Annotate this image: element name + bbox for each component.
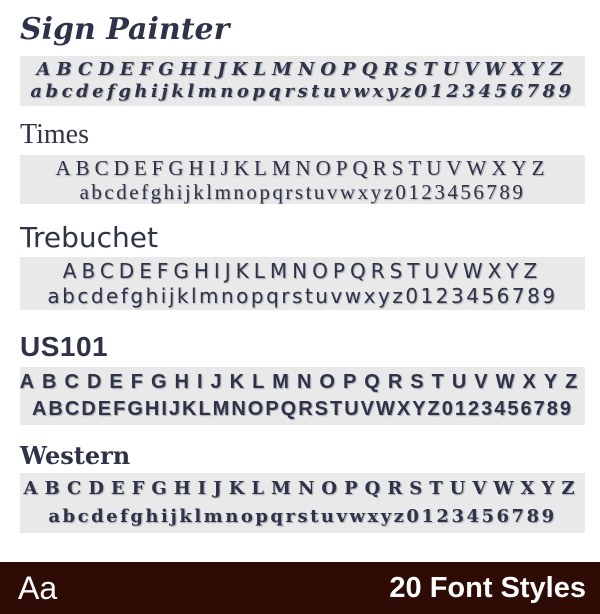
font-section-trebuchet bbox=[20, 223, 585, 310]
font-sample-box bbox=[20, 155, 585, 204]
lowercase-sample: abcdefghijklmnopqrstuvwxyz0123456789 bbox=[48, 506, 557, 527]
font-name-heading: Times bbox=[20, 119, 90, 150]
uppercase-sample: ABCDEFGHIJKLMNOPQRSTUVWXYZ bbox=[36, 59, 569, 80]
font-preview-aa: Aa bbox=[18, 570, 58, 606]
font-section-western bbox=[20, 441, 585, 533]
footer-bar bbox=[0, 562, 600, 614]
font-section-us101 bbox=[20, 332, 585, 425]
font-name-heading: Western bbox=[20, 441, 131, 470]
font-section-sign-painter bbox=[20, 14, 585, 106]
lowercase-sample: abcdefghijklmnopqrstuvwxyz0123456789 bbox=[79, 179, 526, 204]
font-styles-count-label: 20 Font Styles bbox=[389, 571, 586, 604]
uppercase-sample: ABCDEFGHIJKLMNOPQRSTUVWXYZ bbox=[20, 371, 585, 393]
font-name-heading: Trebuchet bbox=[20, 221, 158, 254]
font-name-heading: US101 bbox=[20, 331, 109, 362]
font-sample-box bbox=[20, 473, 585, 533]
lowercase-sample: ABCDEFGHIJKLMNOPQRSTUVWXYZ0123456789 bbox=[31, 398, 573, 420]
font-sample-box bbox=[20, 367, 585, 425]
font-sample-box bbox=[20, 257, 585, 310]
lowercase-sample: abcdefghijklmnopqrstuvwxyz0123456789 bbox=[30, 81, 575, 102]
font-name-heading: Sign Painter bbox=[20, 12, 230, 47]
font-section-times bbox=[20, 121, 585, 204]
lowercase-sample: abcdefghijklmnopqrstuvwxyz0123456789 bbox=[47, 283, 558, 308]
font-sample-box bbox=[20, 56, 585, 106]
uppercase-sample: ABCDEFGHIJKLMNOPQRSTUVWXYZ bbox=[62, 258, 543, 283]
font-specimen-sheet bbox=[0, 14, 600, 533]
uppercase-sample: ABCDEFGHIJKLMNOPQRSTUVWXYZ bbox=[23, 478, 582, 499]
uppercase-sample: ABCDEFGHIJKLMNOPQRSTUVWXYZ bbox=[55, 155, 550, 180]
